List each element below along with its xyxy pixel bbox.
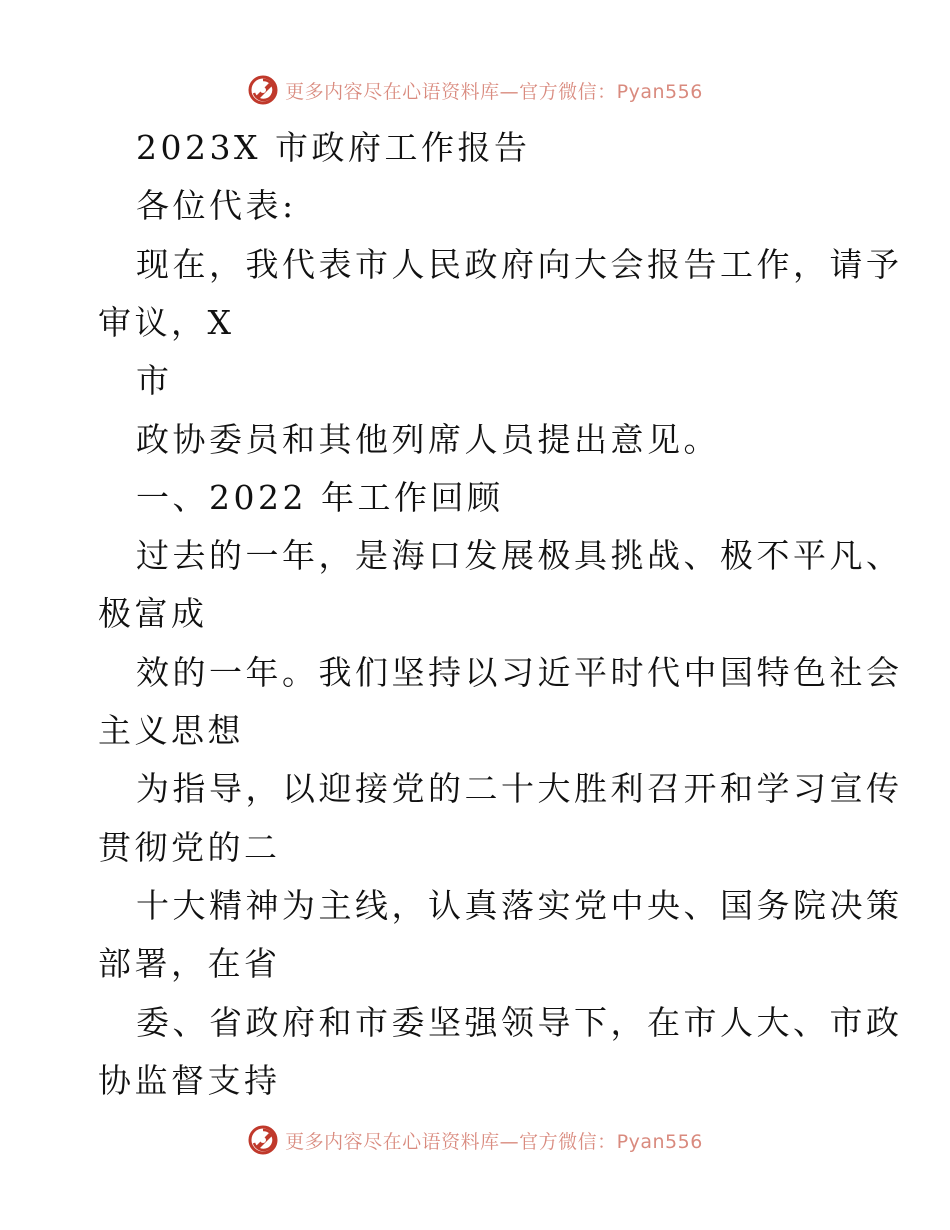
paragraph-line: 极富成	[98, 594, 208, 633]
paragraph-line: 十大精神为主线，认真落实党中央、国务院决策	[136, 886, 903, 925]
paragraph-line: 审议，X	[98, 303, 235, 342]
paragraph-line: 部署，在省	[98, 944, 281, 983]
red-spiral-logo-icon	[247, 1124, 279, 1156]
paragraph-line: 现在，我代表市人民政府向大会报告工作，请予	[136, 245, 903, 284]
paragraph-line: 效的一年。我们坚持以习近平时代中国特色社会	[136, 653, 903, 692]
paragraph-line: 过去的一年，是海口发展极具挑战、极不平凡、	[136, 536, 903, 575]
header-banner-text: 更多内容尽在心语资料库—官方微信：Pyan556	[285, 80, 703, 103]
document-title: 2023X 市政府工作报告	[136, 128, 531, 167]
paragraph-line: 市	[136, 361, 173, 400]
red-spiral-logo-icon	[247, 74, 279, 106]
section-heading: 一、2022 年工作回顾	[136, 478, 504, 517]
paragraph-line: 主义思想	[98, 711, 244, 750]
salutation: 各位代表:	[136, 186, 297, 225]
paragraph-line: 协监督支持	[98, 1061, 281, 1100]
paragraph-line: 政协委员和其他列席人员提出意见。	[136, 420, 720, 459]
paragraph-line: 委、省政府和市委坚强领导下，在市人大、市政	[136, 1003, 903, 1042]
header-banner	[0, 70, 950, 110]
footer-banner-text: 更多内容尽在心语资料库—官方微信：Pyan556	[285, 1130, 703, 1153]
paragraph-line: 贯彻党的二	[98, 828, 281, 867]
paragraph-line: 为指导，以迎接党的二十大胜利召开和学习宣传	[136, 769, 903, 808]
footer-banner	[0, 1120, 950, 1160]
